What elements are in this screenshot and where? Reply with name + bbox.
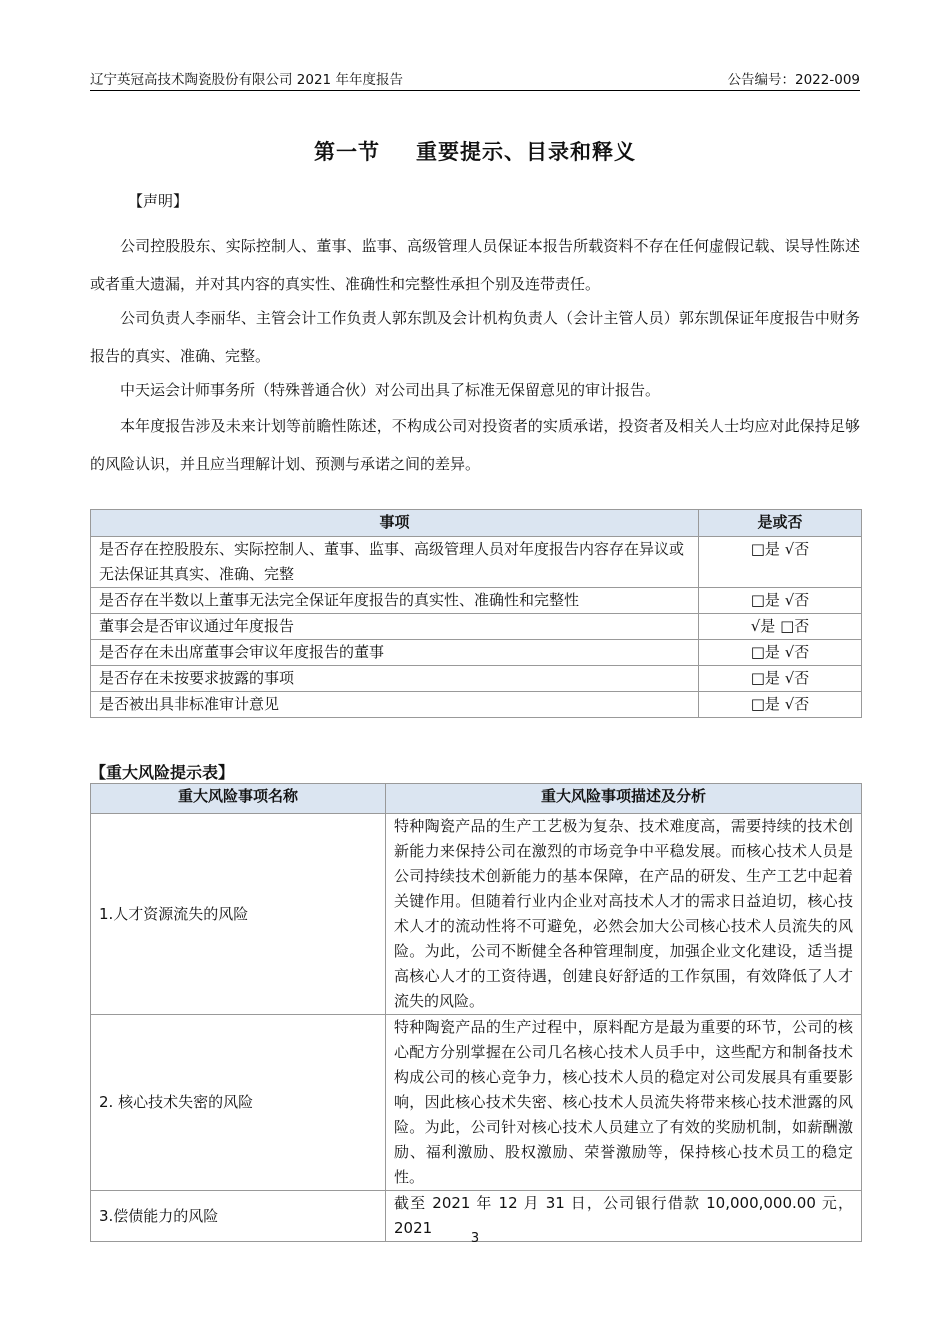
declaration-paragraph: 公司控股股东、实际控制人、董事、监事、高级管理人员保证本报告所载资料不存在任何虚假记载、误导性陈述或者重大遗漏，并对其内容的真实性、准确性和完整性承担个别及连带责任。 [90,237,860,293]
page-number: 3 [470,1231,480,1246]
answer-cell: □是 √否 [699,537,862,588]
answer-cell: √是 □否 [699,614,862,640]
matter-cell: 是否存在控股股东、实际控制人、董事、监事、高级管理人员对年度报告内容存在异议或无法保证其真实、准确、完整 [91,537,699,588]
matter-cell: 是否被出具非标准审计意见 [91,692,699,718]
table-row [91,640,862,666]
table-row [91,692,862,718]
matters-table [90,509,862,718]
declaration-heading: 【声明】 [128,192,189,210]
matter-cell: 董事会是否审议通过年度报告 [91,614,699,640]
section-number: 第一节 [314,140,380,164]
declaration-paragraph: 本年度报告涉及未来计划等前瞻性陈述，不构成公司对投资者的实质承诺，投资者及相关人士均应对此保持足够的风险认识，并且应当理解计划、预测与承诺之间的差异。 [90,417,860,473]
page-header [90,64,860,91]
declaration-paragraph: 中天运会计师事务所（特殊普通合伙）对公司出具了标准无保留意见的审计报告。 [120,381,661,399]
table-row [91,588,862,614]
table-header-row [91,784,862,814]
table-row [91,814,862,1015]
column-header: 是或否 [699,510,862,537]
risk-description-cell: 截至 2021 年 12 月 31 日，公司银行借款 10,000,000.00 元，2021 [386,1191,862,1242]
risk-table-heading: 【重大风险提示表】 [90,763,235,782]
answer-cell: □是 √否 [699,666,862,692]
table-row [91,537,862,588]
announcement-number: 公告编号：2022-009 [727,72,860,88]
risk-name-cell: 2. 核心技术失密的风险 [91,1015,386,1191]
answer-cell: □是 √否 [699,588,862,614]
answer-cell: □是 √否 [699,692,862,718]
risk-description-cell: 特种陶瓷产品的生产过程中，原料配方是最为重要的环节，公司的核心配方分别掌握在公司几名核心技术人员手中，这些配方和制备技术构成公司的核心竞争力，核心技术人员的稳定对公司发展具有重要影响，因此核心技术失密、核心技术人员流失将带来核心技术泄露的风险。为此，公司针对核心技术人员建立了有效的奖励机制，如薪酬激励、福利激励、股权激励、荣誉激励等，保持核心技术员工的稳定性。 [386,1015,862,1191]
column-header: 事项 [91,510,699,537]
table-row [91,614,862,640]
table-row [91,1015,862,1191]
matter-cell: 是否存在未按要求披露的事项 [91,666,699,692]
column-header: 重大风险事项名称 [91,784,386,814]
section-heading: 重要提示、目录和释义 [416,140,636,164]
report-title: 辽宁英冠高技术陶瓷股份有限公司 2021 年年度报告 [90,72,403,88]
table-row [91,666,862,692]
risk-description-cell: 特种陶瓷产品的生产工艺极为复杂、技术难度高，需要持续的技术创新能力来保持公司在激烈的市场竞争中平稳发展。而核心技术人员是公司持续技术创新能力的基本保障，在产品的研发、生产工艺中起着关键作用。但随着行业内企业对高技术人才的需求日益迫切，核心技术人才的流动性将不可避免，必然会加大公司核心技术人员流失的风险。为此，公司不断健全各种管理制度，加强企业文化建设，适当提高核心人才的工资待遇，创建良好舒适的工作氛围，有效降低了人才流失的风险。 [386,814,862,1015]
risk-table [90,783,862,1242]
risk-name-cell: 1.人才资源流失的风险 [91,814,386,1015]
declaration-paragraph: 公司负责人李丽华、主管会计工作负责人郭东凯及会计机构负责人（会计主管人员）郭东凯保证年度报告中财务报告的真实、准确、完整。 [90,309,860,365]
matter-cell: 是否存在未出席董事会审议年度报告的董事 [91,640,699,666]
column-header: 重大风险事项描述及分析 [386,784,862,814]
matter-cell: 是否存在半数以上董事无法完全保证年度报告的真实性、准确性和完整性 [91,588,699,614]
table-header-row [91,510,862,537]
risk-name-cell: 3.偿债能力的风险 [91,1191,386,1242]
answer-cell: □是 √否 [699,640,862,666]
section-title [0,136,950,166]
